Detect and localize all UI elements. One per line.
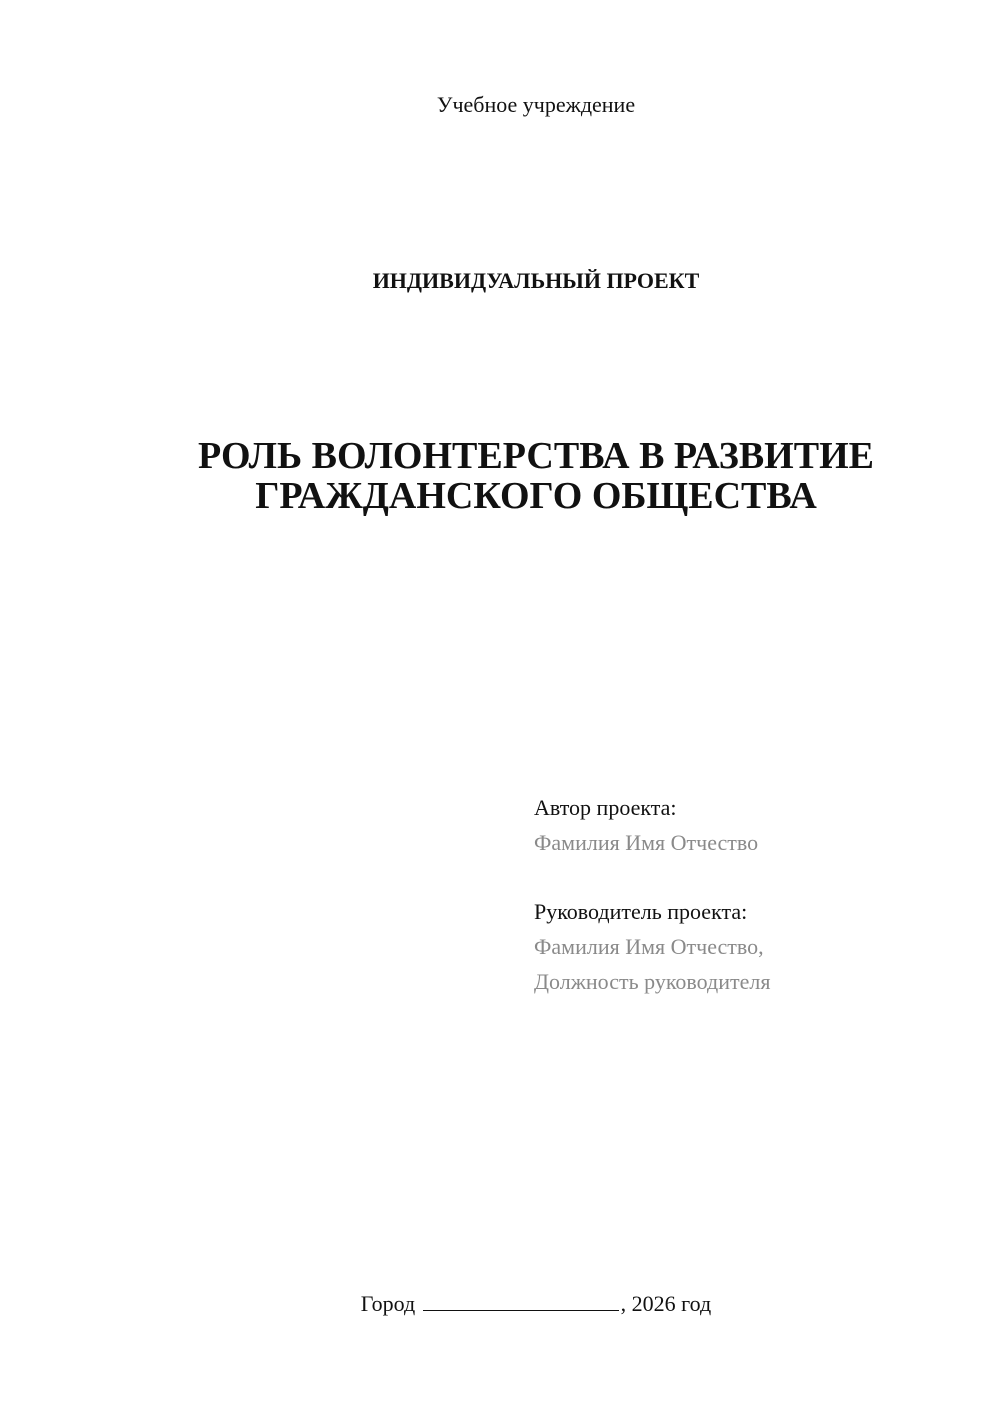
institution-name: Учебное учреждение	[436, 92, 636, 117]
project-title-line-2: ГРАЖДАНСКОГО ОБЩЕСТВА	[255, 475, 817, 517]
supervisor-name: Фамилия Имя Отчество,	[534, 934, 764, 959]
supervisor-label: Руководитель проекта:	[534, 899, 748, 924]
project-title	[0, 436, 1000, 516]
footer-city-year	[0, 1290, 1000, 1317]
project-type-heading: ИНДИВИДУАЛЬНЫЙ ПРОЕКТ	[372, 268, 700, 293]
city-label: Город	[360, 1291, 416, 1316]
project-title-line-1: РОЛЬ ВОЛОНТЕРСТВА В РАЗВИТИЕ	[198, 435, 874, 477]
author-name: Фамилия Имя Отчество	[534, 830, 759, 855]
credits-spacer	[534, 860, 770, 894]
supervisor-position: Должность руководителя	[534, 969, 771, 994]
year-text: , 2026 год	[620, 1291, 712, 1316]
credits-block	[534, 790, 770, 999]
city-blank-line	[423, 1290, 619, 1311]
author-label: Автор проекта:	[534, 795, 677, 820]
